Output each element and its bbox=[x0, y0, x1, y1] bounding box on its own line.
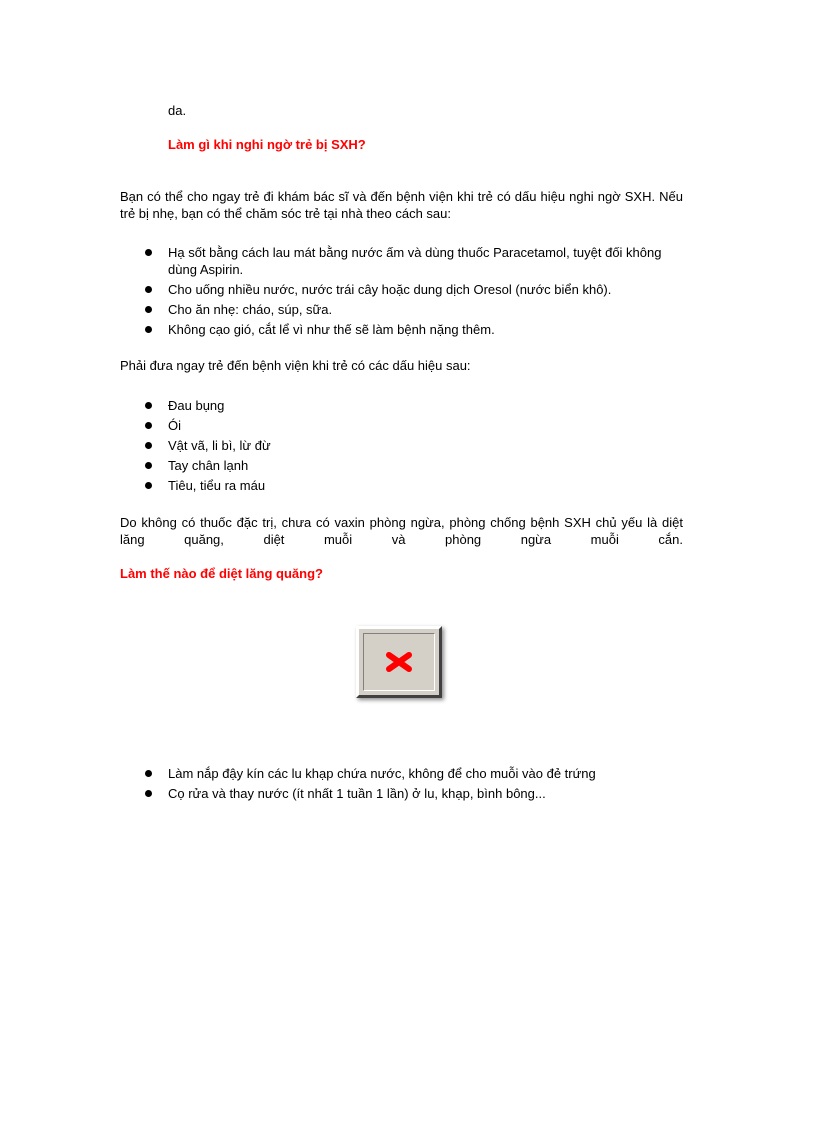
bullet-icon bbox=[145, 482, 152, 489]
red-x-icon bbox=[383, 649, 415, 675]
list-item: Tiêu, tiểu ra máu bbox=[145, 477, 683, 494]
larvae-measures-list bbox=[145, 765, 683, 805]
bullet-icon bbox=[145, 462, 152, 469]
list-item: Ói bbox=[145, 417, 683, 434]
list-item: Đau bụng bbox=[145, 397, 683, 414]
bullet-icon bbox=[145, 249, 152, 256]
list-item: Cọ rửa và thay nước (ít nhất 1 tuần 1 lần) ở lu, khạp, bình bông... bbox=[145, 785, 683, 802]
list-item: Tay chân lạnh bbox=[145, 457, 683, 474]
continuation-text: da. bbox=[168, 103, 187, 118]
bullet-icon bbox=[145, 442, 152, 449]
bullet-icon bbox=[145, 402, 152, 409]
bullet-icon bbox=[145, 790, 152, 797]
bullet-icon bbox=[145, 326, 152, 333]
list-item: Cho ăn nhẹ: cháo, súp, sữa. bbox=[145, 301, 683, 318]
bullet-icon bbox=[145, 770, 152, 777]
bullet-icon bbox=[145, 286, 152, 293]
home-care-list bbox=[145, 244, 683, 341]
paragraph-hospital-intro: Phải đưa ngay trẻ đến bệnh viện khi trẻ có các dấu hiệu sau: bbox=[120, 358, 471, 373]
list-item: Vật vã, li bì, lừ đừ bbox=[145, 437, 683, 454]
list-item: Cho uống nhiều nước, nước trái cây hoặc dung dịch Oresol (nước biển khô). bbox=[145, 281, 683, 298]
list-item: Hạ sốt bằng cách lau mát bằng nước ấm và dùng thuốc Paracetamol, tuyệt đối không dùng Aspirin. bbox=[145, 244, 683, 278]
list-item: Không cạo gió, cắt lể vì như thế sẽ làm bệnh nặng thêm. bbox=[145, 321, 683, 338]
warning-signs-list bbox=[145, 397, 683, 497]
paragraph-prevention-line1: Do không có thuốc đặc trị, chưa có vaxin phòng ngừa, phòng chống bệnh SXH chủ yếu là diệt bbox=[120, 515, 683, 530]
bullet-icon bbox=[145, 422, 152, 429]
section-heading-larvae: Làm thế nào để diệt lăng quăng? bbox=[120, 566, 323, 581]
list-item: Làm nắp đậy kín các lu khạp chứa nước, không để cho muỗi vào đẻ trứng bbox=[145, 765, 683, 782]
broken-image-icon bbox=[356, 626, 442, 698]
bullet-icon bbox=[145, 306, 152, 313]
section-heading-suspected-dengue: Làm gì khi nghi ngờ trẻ bị SXH? bbox=[168, 137, 366, 152]
paragraph-prevention-line2: lăng quăng, diệt muỗi và phòng ngừa muỗi cắn. bbox=[120, 532, 683, 547]
paragraph-home-care-intro: Bạn có thể cho ngay trẻ đi khám bác sĩ và đến bệnh viện khi trẻ có dấu hiệu nghi ngờ SXH. Nếu trẻ bị nhẹ, bạn có thể chăm sóc trẻ tại nhà theo cách sau: bbox=[120, 189, 683, 221]
